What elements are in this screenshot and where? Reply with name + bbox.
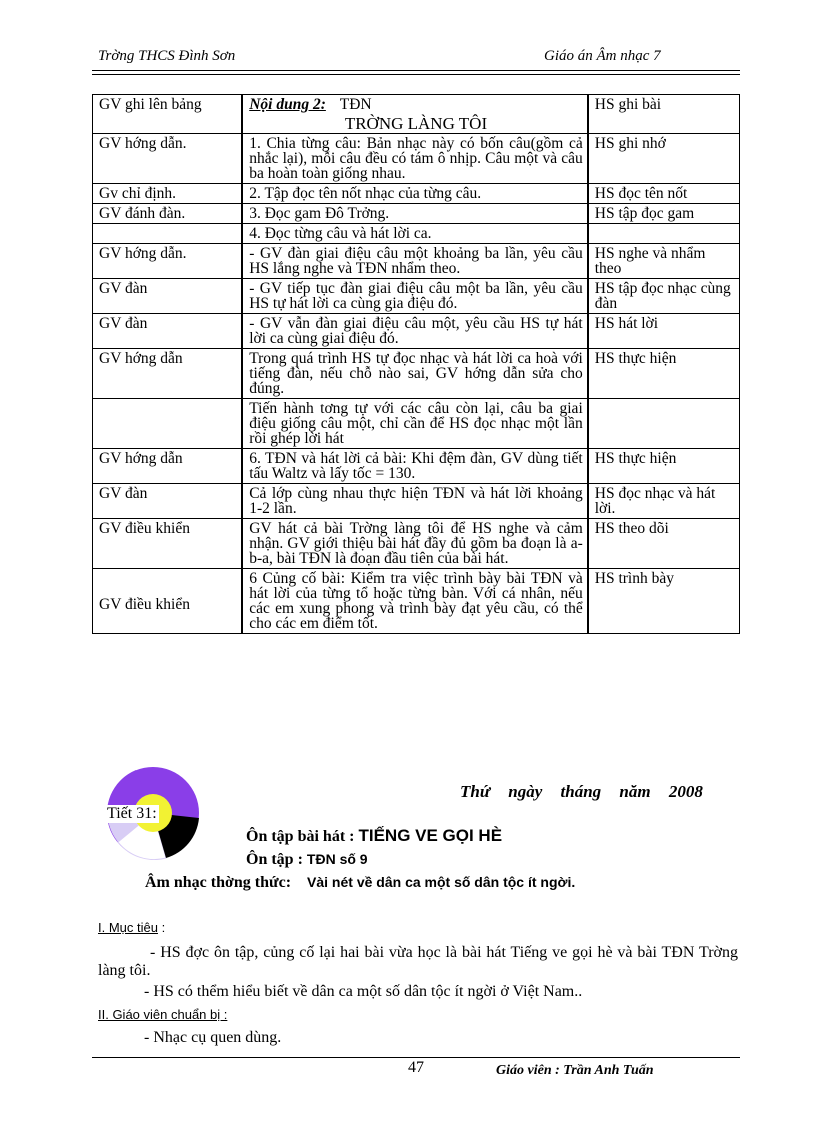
content-cell: 6. TĐN và hát lời cả bài: Khi đệm đàn, GV dùng tiết tấu Waltz và lấy tốc = 130. bbox=[242, 449, 588, 484]
lesson-number: Tiết 31: bbox=[107, 805, 157, 822]
preparation-1: - Nhạc cụ quen dùng. bbox=[144, 1029, 282, 1046]
teacher-cell: GV hớng dẫn bbox=[93, 449, 243, 484]
page-number: 47 bbox=[408, 1059, 424, 1076]
review-tdn-line bbox=[246, 851, 368, 869]
content-cell: Tiến hành tơng tự với các câu còn lại, câu ba giai điệu giống câu một, chỉ cần để HS đọc nhạc một lần rồi ghép lời hát bbox=[242, 399, 588, 449]
table-row bbox=[93, 279, 740, 314]
content-cell: Cả lớp cùng nhau thực hiện TĐN và hát lời khoảng 1-2 lần. bbox=[242, 484, 588, 519]
table-row bbox=[93, 244, 740, 279]
header-subject: Giáo án Âm nhạc 7 bbox=[544, 48, 661, 64]
teacher-cell bbox=[93, 224, 243, 244]
footer-teacher: Giáo viên : Trần Anh Tuấn bbox=[496, 1063, 654, 1078]
table-row bbox=[93, 204, 740, 224]
content-cell: - GV vẫn đàn giai điệu câu một, yêu cầu HS tự hát lời ca cùng giai điệu đó. bbox=[242, 314, 588, 349]
review-song-line bbox=[246, 826, 502, 846]
table-row bbox=[93, 314, 740, 349]
review-song-title: TIẾNG VE GỌI HÈ bbox=[358, 826, 503, 845]
table-row bbox=[93, 95, 740, 134]
student-cell: HS đọc nhạc và hát lời. bbox=[588, 484, 740, 519]
footer-rule bbox=[92, 1057, 740, 1058]
student-cell: HS trình bày bbox=[588, 569, 740, 634]
content-cell: GV hát cả bài Trờng làng tôi để HS nghe và cảm nhận. GV giới thiệu bài hát đầy đủ gồm ba đoạn là a-b-a, bài TĐN là đoạn đầu tiên của bài hát. bbox=[242, 519, 588, 569]
student-cell: HS thực hiện bbox=[588, 449, 740, 484]
table-row bbox=[93, 519, 740, 569]
teacher-cell: GV hớng dẫn. bbox=[93, 244, 243, 279]
table-row bbox=[93, 399, 740, 449]
table-row bbox=[93, 449, 740, 484]
teacher-cell: GV đàn bbox=[93, 484, 243, 519]
teacher-cell: GV điều khiển bbox=[93, 519, 243, 569]
student-cell: HS thực hiện bbox=[588, 349, 740, 399]
teacher-cell: GV đàn bbox=[93, 314, 243, 349]
section-objectives-colon: : bbox=[157, 920, 166, 935]
content-label: Nội dung 2: bbox=[249, 96, 326, 113]
section-objectives-title: I. Mục tiêu bbox=[98, 920, 158, 935]
content-cell: 2. Tập đọc tên nốt nhạc của từng câu. bbox=[242, 184, 588, 204]
content-cell: - GV đàn giai điệu câu một khoảng ba lần, yêu cầu HS lắng nghe và TĐN nhẩm theo. bbox=[242, 244, 588, 279]
student-cell bbox=[588, 224, 740, 244]
content-cell: Trong quá trình HS tự đọc nhạc và hát lời ca hoà với tiếng đàn, nếu chỗ nào sai, GV hớng dẫn sửa cho đúng. bbox=[242, 349, 588, 399]
teacher-cell: GV hớng dẫn bbox=[93, 349, 243, 399]
header-school: Trờng THCS Đình Sơn bbox=[98, 48, 236, 64]
student-cell: HS ghi bài bbox=[588, 95, 740, 134]
student-cell: HS đọc tên nốt bbox=[588, 184, 740, 204]
table-row bbox=[93, 349, 740, 399]
header-rule-2 bbox=[92, 74, 740, 75]
table-row bbox=[93, 134, 740, 184]
lesson-table bbox=[92, 94, 740, 634]
review-tdn-value: TĐN số 9 bbox=[306, 851, 368, 867]
student-cell: HS tập đọc nhạc cùng đàn bbox=[588, 279, 740, 314]
teacher-cell: GV ghi lên bảng bbox=[93, 95, 243, 134]
student-cell: HS nghe và nhẩm theo bbox=[588, 244, 740, 279]
section-preparation bbox=[98, 1007, 227, 1022]
teacher-cell: GV đánh đàn. bbox=[93, 204, 243, 224]
teacher-cell bbox=[93, 399, 243, 449]
objective-2: - HS có thểm hiểu biết về dân ca một số dân tộc ít ngời ở Việt Nam.. bbox=[144, 983, 583, 1000]
content-cell: 3. Đọc gam Đô Trởng. bbox=[242, 204, 588, 224]
teacher-cell: Gv chỉ định. bbox=[93, 184, 243, 204]
song-title: TRỜNG LÀNG TÔI bbox=[344, 114, 488, 133]
review-tdn-label: Ôn tập : bbox=[246, 851, 303, 868]
student-cell: HS theo dõi bbox=[588, 519, 740, 569]
table-row bbox=[93, 569, 740, 634]
content-cell: - GV tiếp tục đàn giai điệu câu một ba lần, yêu cầu HS tự hát lời ca cùng gia điệu đó. bbox=[242, 279, 588, 314]
date-line: Thứ ngày tháng năm 2008 bbox=[460, 782, 703, 801]
teacher-cell: GV điều khiển bbox=[93, 569, 243, 634]
table-row bbox=[93, 224, 740, 244]
student-cell: HS hát lời bbox=[588, 314, 740, 349]
section-preparation-title: II. Giáo viên chuẩn bị : bbox=[98, 1007, 228, 1022]
content-cell: 6 Củng cố bài: Kiểm tra việc trình bày bài TĐN và hát lời của từng tổ hoặc từng bàn. Với cá nhân, nếu các em xung phong và trình bày đạt yêu cầu, có thể cho các em điểm tốt. bbox=[242, 569, 588, 634]
header-rule bbox=[92, 70, 740, 71]
content-cell: 1. Chia từng câu: Bản nhạc này có bốn câu(gồm cả nhắc lại), mỗi câu đều có tám ô nhịp. Câu một và câu ba hoàn toàn giống nhau. bbox=[242, 134, 588, 184]
objective-1: - HS đợc ôn tập, củng cố lại hai bài vừa học là bài hát Tiếng ve gọi hè và bài TĐN Trờng làng tôi. bbox=[98, 944, 738, 979]
content-title-cell bbox=[242, 95, 588, 134]
music-knowledge-value: Vài nét về dân ca một số dân tộc ít ngời. bbox=[307, 874, 576, 890]
student-cell bbox=[588, 399, 740, 449]
table-row bbox=[93, 484, 740, 519]
content-tdn: TĐN bbox=[339, 96, 372, 113]
music-knowledge-label: Âm nhạc thờng thức: bbox=[145, 874, 292, 891]
student-cell: HS tập đọc gam bbox=[588, 204, 740, 224]
music-knowledge-line bbox=[145, 874, 575, 892]
teacher-cell: GV hớng dẫn. bbox=[93, 134, 243, 184]
content-cell: 4. Đọc từng câu và hát lời ca. bbox=[242, 224, 588, 244]
student-cell: HS ghi nhớ bbox=[588, 134, 740, 184]
section-objectives bbox=[98, 920, 165, 935]
table-row bbox=[93, 184, 740, 204]
teacher-cell: GV đàn bbox=[93, 279, 243, 314]
review-song-label: Ôn tập bài hát : bbox=[246, 828, 355, 845]
